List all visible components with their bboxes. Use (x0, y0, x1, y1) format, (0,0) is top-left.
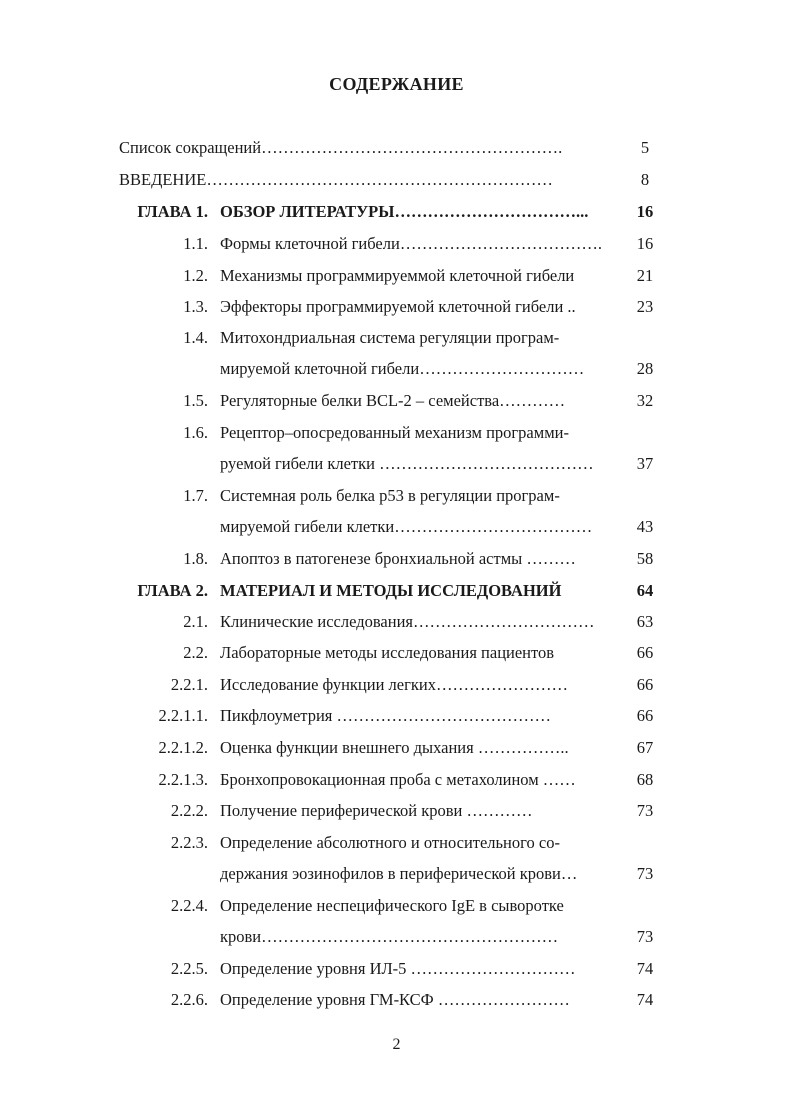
toc-entry-page: 66 (636, 643, 654, 662)
toc-entry-page: 23 (636, 297, 654, 316)
toc-entry-number: 1.2. (183, 266, 208, 285)
toc-entry (0, 197, 793, 227)
toc-entry-number: 1.1. (183, 234, 208, 253)
page-title: СОДЕРЖАНИЕ (329, 74, 464, 94)
toc-entry-page: 73 (636, 927, 654, 946)
toc-entry-number: 2.2.2. (170, 801, 208, 820)
toc-entry-title: руемой гибели клетки ………………………………… (220, 454, 594, 473)
toc-entry (0, 323, 793, 353)
toc-entry (0, 165, 793, 195)
toc-entry-title: Список сокращений………………………………………………. (119, 138, 563, 157)
toc-entry-page: 8 (640, 170, 650, 189)
toc-entry (0, 133, 793, 163)
toc-entry-title: держания эозинофилов в периферической крови… (220, 864, 578, 883)
toc-entry-page: 73 (636, 864, 654, 883)
toc-entry-title: Регуляторные белки BCL-2 – семейства………… (220, 391, 566, 410)
toc-entry-page: 66 (636, 675, 654, 694)
toc-entry-title: Определение абсолютного и относительного со- (220, 833, 560, 852)
toc-entry-title: Клинические исследования…………………………… (220, 612, 595, 631)
toc-entry-title: Определение уровня ГМ-КСФ …………………… (220, 990, 570, 1009)
toc-entry-page: 64 (636, 581, 654, 600)
toc-entry (0, 512, 793, 542)
toc-entry-title: Рецептор–опосредованный механизм программи- (220, 423, 569, 442)
toc-entry-title: Системная роль белка p53 в регуляции програм- (220, 486, 560, 505)
toc-entry-number: 2.1. (183, 612, 208, 631)
toc-entry-page: 73 (636, 801, 654, 820)
toc-entry-number: 2.2.4. (170, 896, 208, 915)
toc-entry-page: 37 (636, 454, 654, 473)
page-number: 2 (392, 1036, 401, 1053)
toc-entry (0, 954, 793, 984)
toc-entry-number: 2.2.3. (170, 833, 208, 852)
toc-entry-title: МАТЕРИАЛ И МЕТОДЫ ИССЛЕДОВАНИЙ (220, 581, 562, 600)
toc-entry (0, 922, 793, 952)
toc-entry (0, 607, 793, 637)
toc-entry (0, 261, 793, 291)
toc-entry-page: 16 (636, 234, 654, 253)
toc-entry (0, 481, 793, 511)
toc-entry (0, 670, 793, 700)
toc-entry-title: Эффекторы программируемой клеточной гибели .. (220, 297, 576, 316)
toc-entry-title: Определение уровня ИЛ-5 ………………………… (220, 959, 576, 978)
toc-entry-title: Пикфлоуметрия ………………………………… (220, 706, 551, 725)
toc-entry-number: 1.8. (183, 549, 208, 568)
toc-entry-number: 2.2. (183, 643, 208, 662)
toc-entry-page: 28 (636, 359, 654, 378)
toc-entry-number: 2.2.5. (170, 959, 208, 978)
toc-entry (0, 292, 793, 322)
toc-entry-number: 1.5. (183, 391, 208, 410)
toc-entry (0, 418, 793, 448)
toc-entry (0, 985, 793, 1015)
toc-entry-number: 1.7. (183, 486, 208, 505)
toc-entry-page: 58 (636, 549, 654, 568)
toc-entry (0, 733, 793, 763)
toc-entry (0, 354, 793, 384)
toc-entry-page: 32 (636, 391, 654, 410)
toc-entry-page: 63 (636, 612, 654, 631)
toc-entry (0, 796, 793, 826)
toc-entry-title: Механизмы программируеммой клеточной гибели (220, 266, 575, 285)
toc-entry (0, 229, 793, 259)
toc-entry-title: ВВЕДЕНИЕ……………………………………………………… (119, 170, 553, 189)
toc-entry-title: мируемой гибели клетки……………………………… (220, 517, 593, 536)
toc-entry-title: Митохондриальная система регуляции програм- (220, 328, 560, 347)
toc-entry-title: Исследование функции легких…………………… (220, 675, 568, 694)
toc-entry-title: Формы клеточной гибели………………………………. (220, 234, 602, 253)
toc-entry-page: 21 (636, 266, 654, 285)
toc-entry-number: 1.3. (183, 297, 208, 316)
toc-entry (0, 576, 793, 606)
toc-entry (0, 765, 793, 795)
toc-entry-title: Бронхопровокационная проба с метахолином …… (220, 770, 576, 789)
toc-entry-number: 2.2.1. (170, 675, 208, 694)
toc-entry (0, 891, 793, 921)
toc-entry-number: 1.6. (183, 423, 208, 442)
toc-entry (0, 638, 793, 668)
toc-entry-page: 74 (636, 990, 654, 1009)
toc-entry (0, 544, 793, 574)
toc-entry-title: Лабораторные методы исследования пациентов (220, 643, 555, 662)
toc-entry-title: Оценка функции внешнего дыхания …………….. (220, 738, 569, 757)
toc-entry-page: 66 (636, 706, 654, 725)
toc-entry (0, 449, 793, 479)
toc-entry-number: 2.2.1.3. (158, 770, 208, 789)
toc-entry-page: 5 (640, 138, 650, 157)
toc-entry-page: 16 (636, 202, 654, 221)
toc-entry-title: Получение периферической крови ………… (220, 801, 533, 820)
toc-entry (0, 828, 793, 858)
toc-entry-page: 67 (636, 738, 654, 757)
toc-entry-number: 2.2.1.2. (158, 738, 208, 757)
toc-entry-title: мируемой клеточной гибели………………………… (220, 359, 585, 378)
toc-entry (0, 386, 793, 416)
toc-entry-title: Апоптоз в патогенезе бронхиальной астмы ……… (220, 549, 576, 568)
toc-entry-title: Определение неспецифического IgE в сыворотке (220, 896, 564, 915)
toc-entry-title: ОБЗОР ЛИТЕРАТУРЫ……………………………... (220, 202, 589, 221)
toc-entry (0, 859, 793, 889)
toc-entry-page: 43 (636, 517, 654, 536)
toc-entry-number: 1.4. (183, 328, 208, 347)
toc-entry-page: 74 (636, 959, 654, 978)
toc-entry-number: 2.2.1.1. (158, 706, 208, 725)
toc-entry (0, 701, 793, 731)
toc-entry-number: ГЛАВА 2. (137, 581, 208, 600)
toc-entry-title: крови……………………………………………… (220, 927, 559, 946)
toc-entry-number: ГЛАВА 1. (137, 202, 208, 221)
toc-entry-number: 2.2.6. (170, 990, 208, 1009)
toc-entry-page: 68 (636, 770, 654, 789)
